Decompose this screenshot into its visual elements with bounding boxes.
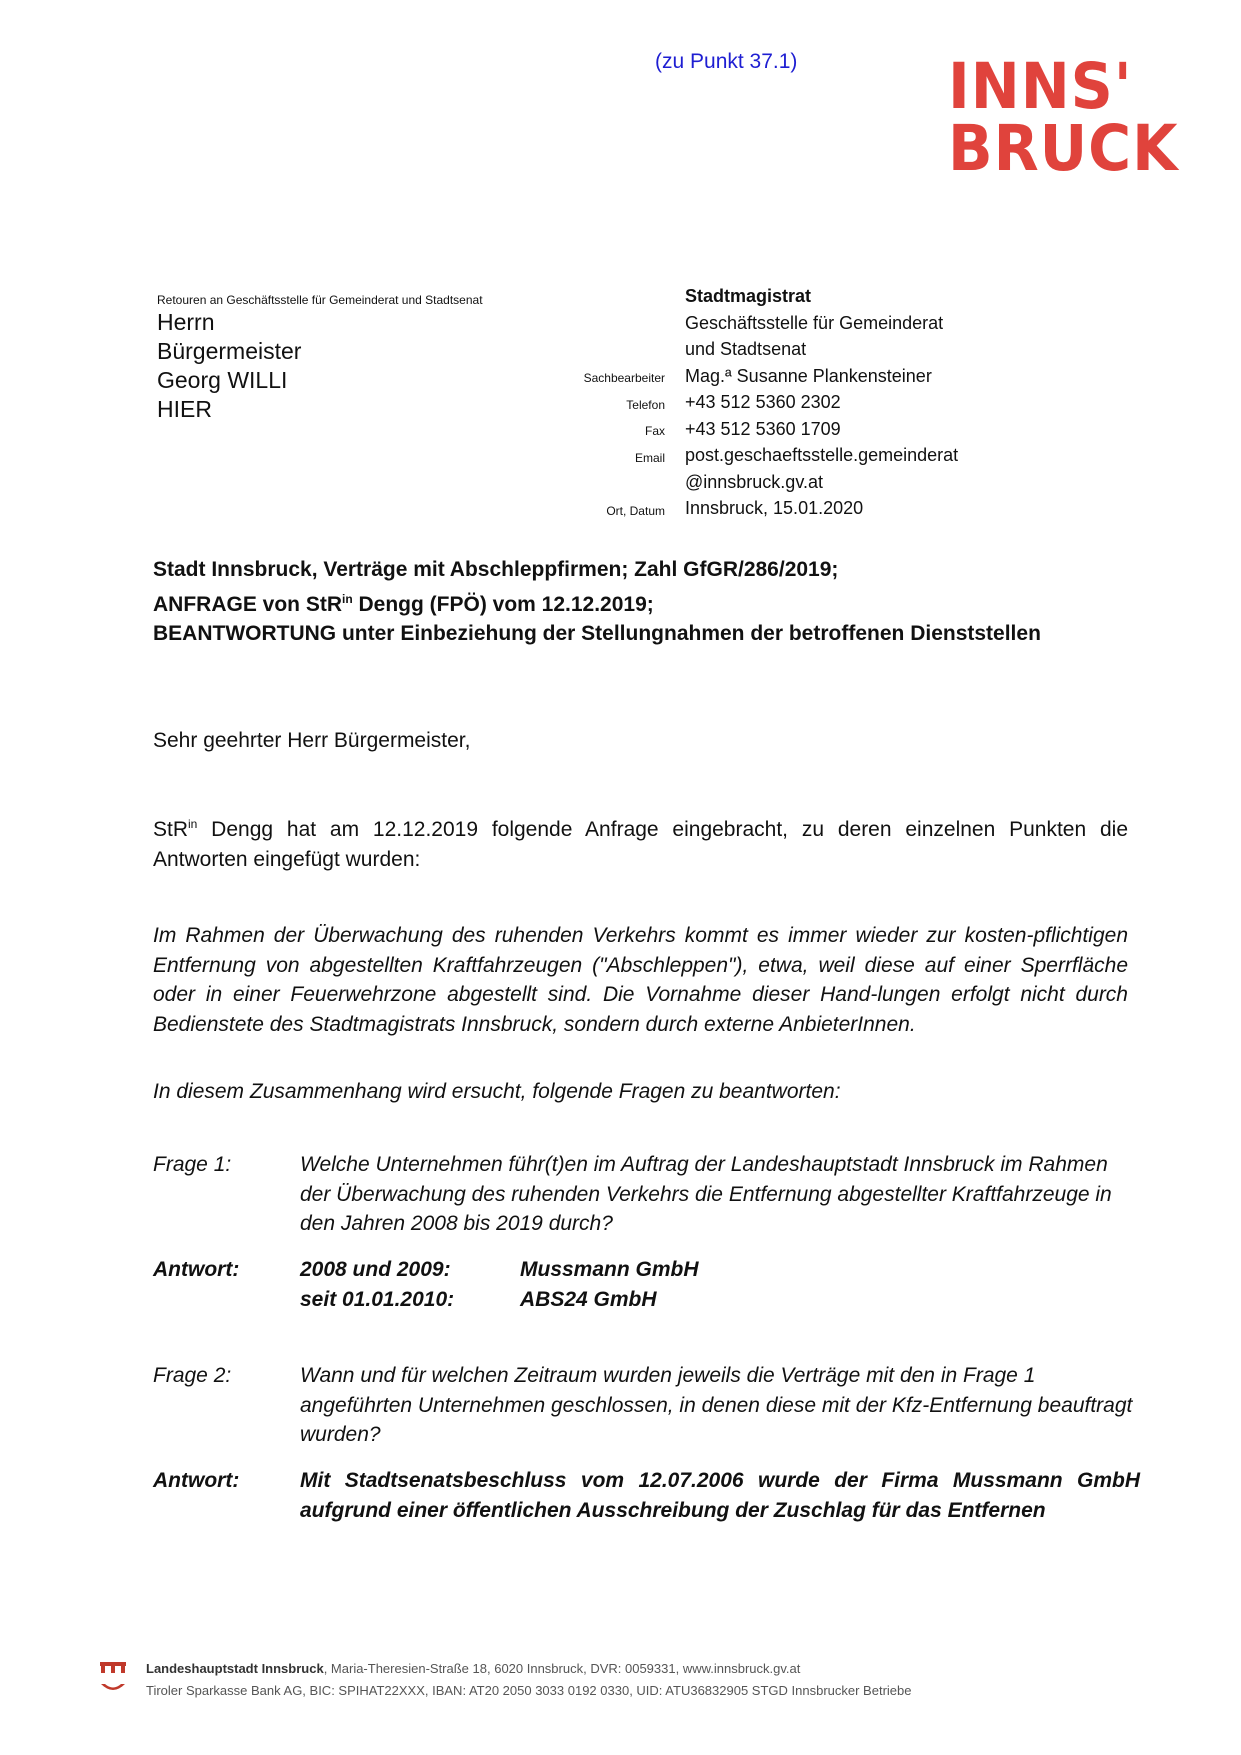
answer-1-row	[300, 1255, 1140, 1285]
question-1-label: Frage 1:	[153, 1153, 232, 1176]
intro-text-a: StR	[153, 818, 189, 841]
contact-block	[500, 283, 958, 522]
recipient-line-4: HIER	[157, 396, 212, 422]
phone-number: +43 512 5360 2302	[685, 392, 841, 412]
subject-line-3: BEANTWORTUNG unter Einbeziehung der Stellungnahmen der betroffenen Dienststellen	[153, 622, 1041, 645]
answer-1-company: ABS24 GmbH	[520, 1287, 657, 1311]
answer-1-company: Mussmann GmbH	[520, 1258, 699, 1281]
footer-address: , Maria-Theresien-Straße 18, 6020 Innsbruck, DVR: 0059331, www.innsbruck.gv.at	[323, 1661, 801, 1676]
phone-label: Telefon	[626, 397, 665, 412]
intro-text-b: Dengg hat am 12.12.2019 folgende Anfrage eingebracht, zu deren einzelnen Punkten die Antworten eingefügt wurden:	[153, 818, 1128, 871]
answer-1-label: Antwort:	[153, 1258, 240, 1281]
subject-line-2-rest: Dengg (FPÖ) vom 12.12.2019;	[352, 592, 654, 616]
quote-request: In diesem Zusammenhang wird ersucht, folgende Fragen zu beantworten:	[153, 1080, 841, 1103]
office-department-2: und Stadtsenat	[685, 339, 807, 359]
subject-line-2	[153, 585, 1041, 620]
answer-1-table	[300, 1255, 1140, 1314]
office-name: Stadtmagistrat	[685, 286, 812, 306]
answer-2-text: Mit Stadtsenatsbeschluss vom 12.07.2006 wurde der Firma Mussmann GmbH aufgrund einer öffentlichen Ausschreibung der Zuschlag für das Entfernen	[300, 1469, 1140, 1522]
question-2-text: Wann und für welchen Zeitraum wurden jeweils die Verträge mit den in Frage 1 angeführten Unternehmen geschlossen, in denen diese mit der Kfz-Entfernung beauftragt wurden?	[300, 1364, 1133, 1446]
subject-line-2-text: ANFRAGE von StR	[153, 592, 342, 616]
recipient-line-1: Herrn	[157, 309, 215, 335]
email-address: post.geschaeftsstelle.gemeinderat	[685, 445, 959, 465]
footer-line-1	[146, 1658, 911, 1680]
footer-city-name: Landeshauptstadt Innsbruck	[146, 1661, 324, 1676]
answer-1-period: seit 01.01.2010:	[300, 1287, 455, 1311]
fax-number: +43 512 5360 1709	[685, 418, 841, 439]
footer	[100, 1658, 911, 1702]
subject-line-2-sup: in	[342, 591, 353, 606]
top-reference: (zu Punkt 37.1)	[655, 50, 798, 73]
subject-block	[153, 555, 1041, 649]
question-1-text: Welche Unternehmen führ(t)en im Auftrag der Landeshauptstadt Innsbruck im Rahmen der Überwachung des ruhenden Verkehrs die Entfernung abgestellter Kraftfahrzeuge in den Jahren 2008 bis 2019 durch?	[300, 1153, 1112, 1235]
return-address: Retouren an Geschäftsstelle für Gemeinderat und Stadtsenat	[157, 293, 483, 307]
question-2-label: Frage 2:	[153, 1364, 232, 1387]
recipient-line-2: Bürgermeister	[157, 338, 302, 364]
recipient-line-3: Georg WILLI	[157, 367, 288, 393]
city-emblem-icon	[100, 1660, 126, 1698]
email-label: Email	[634, 450, 665, 465]
office-department: Geschäftsstelle für Gemeinderat	[685, 312, 944, 333]
answer-1-period: 2008 und 2009:	[300, 1258, 451, 1281]
answer-1-row	[300, 1285, 1140, 1315]
footer-line-2: Tiroler Sparkasse Bank AG, BIC: SPIHAT22XXX, IBAN: AT20 2050 3033 0192 0330, UID: ATU36832905 STGD Innsbrucker Betriebe	[146, 1683, 912, 1698]
subject-line-1: Stadt Innsbruck, Verträge mit Abschleppfirmen; Zahl GfGR/286/2019;	[153, 558, 839, 581]
intro-paragraph	[153, 810, 1128, 874]
quote-paragraph: Im Rahmen der Überwachung des ruhenden Verkehrs kommt es immer wieder zur kosten-pflichtigen Entfernung von abgestellten Kraftfahrzeugen ("Abschleppen"), etwa, weil diese auf einer Sperrfläche oder in einer Feuerwehrzone abgestellt sind. Die Vornahme dieser Hand-lungen erfolgt nicht durch Bedienstete des Stadtmagistrats Innsbruck, sondern durch externe AnbieterInnen.	[153, 924, 1128, 1036]
salutation: Sehr geehrter Herr Bürgermeister,	[153, 729, 471, 752]
email-address-domain: @innsbruck.gv.at	[685, 471, 823, 492]
clerk-name: Mag.ª Susanne Plankensteiner	[685, 365, 932, 386]
fax-label: Fax	[644, 424, 665, 438]
place-date: Innsbruck, 15.01.2020	[685, 498, 864, 518]
place-date-label: Ort, Datum	[606, 503, 665, 518]
intro-sup: in	[188, 817, 198, 831]
clerk-label: Sachbearbeiter	[583, 371, 665, 385]
logo-line-2: BRUCK	[948, 112, 1179, 185]
logo-line-1: INNS'	[948, 50, 1133, 123]
innsbruck-logo	[948, 50, 1188, 185]
recipient-address	[157, 308, 301, 424]
answer-2-label: Antwort:	[153, 1469, 240, 1492]
